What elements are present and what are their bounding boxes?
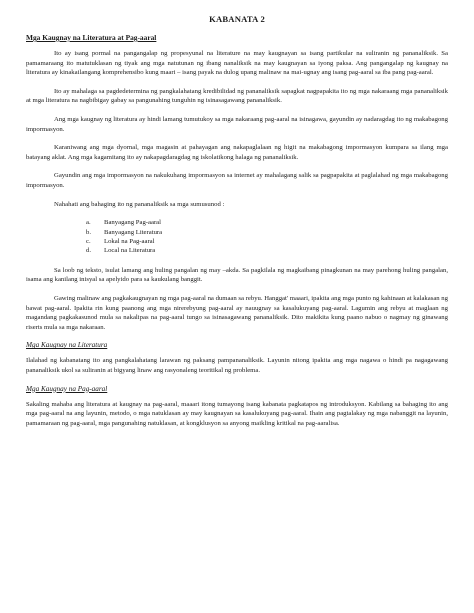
paragraph-citation: Sa loob ng teksto, isulat lamang ang huling pangalan ng may –akda. Sa pagkilala ng magkaibang pinagkunan na may parehong huling pangalan, isama ang kanilang inisyal sa apelyido para sa kaukulang banggit. [26, 266, 448, 284]
list-marker: c. [86, 237, 91, 245]
section-title: Mga Kaugnay na Literatura at Pag-aaral [26, 33, 157, 42]
list-marker: b. [86, 228, 92, 236]
paragraph-intro-3: Ang mga kaugnay ng literatura ay hindi lamang tumutukoy sa mga nakaraang pag-aaral na isinagawa, gayundin ay nadaragdag ito ng makabagong impormasyon. [26, 115, 448, 133]
paragraph-pag-aaral: Sakaling mahaba ang literatura at kaugnay na pag-aaral, maaari itong tumayong isang kabanata pagkatapos ng introduksyon. Kabilang sa bahaging ito ang mga pag-aaral na ang layunin, metodo, o mga natuklasan ay may kaugnayan sa kasalukuyang pag-aaral. Ihain ang pagtalakay ng mga nabanggit na layunin, pamamaraan ng pag-aaral, mga pangunahing natuklasan, at kongklusyon sa anyong maikling kritikal na pag-aaralisa. [26, 400, 448, 427]
subsection-title-literatura: Mga Kaugnay na Literatura [26, 341, 108, 350]
paragraph-intro-4: Karaniwang ang mga dyornal, mga magasin at pahayagan ang nakapaglalaan ng higit na makabagong impormasyon kumpara sa ilang mga batayang aklat. Ang mga kagamitang ito ay nakapagdaragdag ng iskolatikong halaga ng pananaliksik. [26, 144, 448, 161]
chapter-heading: KABANATA 2 [209, 14, 265, 24]
list-marker: d. [86, 247, 92, 255]
paragraph-intro-2: Ito ay mahalaga sa pagdedetermina ng pangkalahatang kredibilidad ng pananaliksik sapagkat nagpapakita ito ng mga nakaraang mga pananaliksik at mga literatura na nagbibigay gabay sa pangunahing tunguhin ng isinasagawang pananaliksik. [26, 87, 448, 105]
section-list [26, 218, 448, 256]
list-item [86, 218, 448, 227]
list-item-text: Lokal na Pag-aaral [104, 237, 155, 245]
list-marker: a. [86, 219, 91, 227]
list-item [86, 246, 448, 255]
subsection-title-pag-aaral: Mga Kaugnay na Pag-aaral [26, 384, 108, 393]
paragraph-intro-6: Nahahati ang bahaging ito ng pananaliksik sa mga sumusunod : [54, 200, 225, 208]
paragraph-literatura: Ilalahad ng kabanatang ito ang pangkalahatang larawan ng paksang pampananaliksik. Layunin nitong ipakita ang mga nagawa o hindi pa nagagawang pananaliksik ukol sa suliranin at bigyang linaw ang rasyonaleng teoritikal ng problema. [26, 357, 448, 374]
list-item [86, 237, 448, 246]
paragraph-intro-1: Ito ay isang pormal na pangangalap ng propesyunal na literature na may kaugnayan sa isang partikular na suliranin ng pananaliksik. Sa pamamaraang ito matutuklasan ng tiyak ang mga natutunan ng ibang nanaliksik na may kaugnayan sa iyong paksa. Ang pangangalap ng kaugnay na literatura ay kinakailangang komprehensibo kung maari – isang payak na dulog upang malinaw na mai-ugnay ang isang pag-aaral sa iba pang pag-aaral. [26, 50, 448, 77]
list-item-text: Banyagang Literatura [104, 228, 163, 236]
list-item [86, 228, 448, 237]
list-item-text: Banyagang Pag-aaral [104, 219, 162, 227]
paragraph-review: Gawing malinaw ang pagkakaugnayan ng mga pag-aaral na dumaan sa rebyu. Hanggat' maaari, ipakita ang mga punto ng kahinaan at kalakasan ng bawat pag-aaral. Ipakita rin kung paanong ang mga nirerebyung pag-aaral ay nauugnay sa kasalukuyang pag-aaral. Lagumin ang rebyu at maglaan ng magandang pagkakasunod mula sa nakalipas na pag-aaral tungo sa isinasagawang pananaliksik. Dito makikita kung paano nabuo o nagmay ng ginawang riserts mula sa mga nakaraan. [26, 294, 448, 331]
paragraph-intro-5: Gayundin ang mga impormasyon na nakukuhang impormasyon sa internet ay mahalagang salik sa pagpapakita at paglalahad ng mga makabagong impormasyon. [26, 172, 448, 189]
list-item-text: Local na Literatura [104, 247, 156, 255]
